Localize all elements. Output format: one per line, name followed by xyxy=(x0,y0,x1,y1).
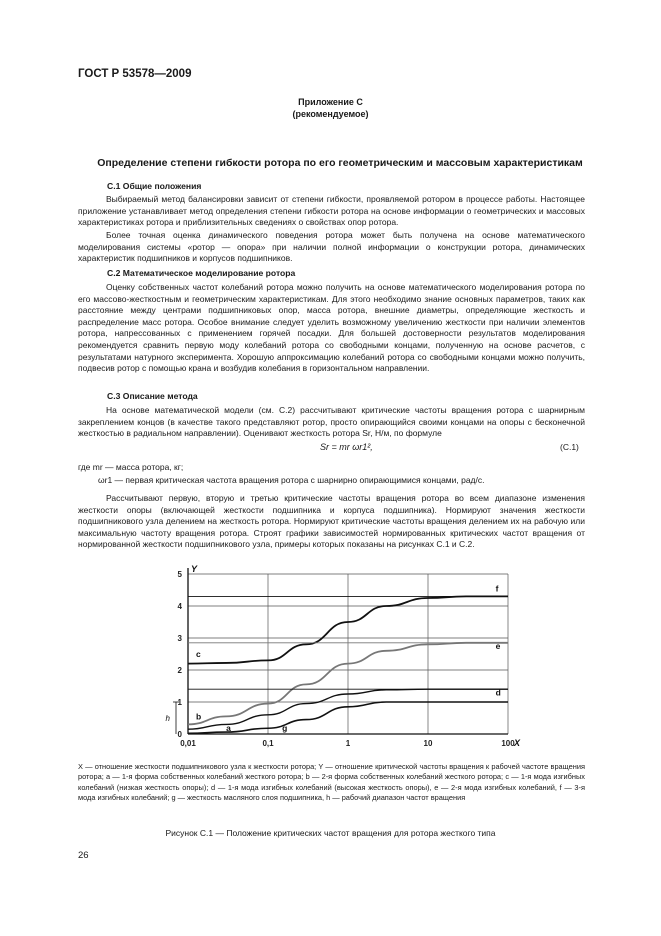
figure-caption: X — отношение жесткости подшипникового узла к жесткости ротора; Y — отношение критической частоты вращения к рабочей частоте вращения ротора; a — 1-я форма собственных колебаний жесткого ротора; b — 2-я форма собственных колебаний жесткого ротора; c — 1-я мода изгибных колебаний (низкая жесткость опоры); d — 1-я мода изгибных колебаний (высокая жесткость опоры), e — 2-я мода изгибных колебаний, f — 3-я мода изгибных колебаний; g — жесткость масляного слоя подшипника, h — рабочий диапазон частот вращения xyxy=(78,762,585,803)
document-header: ГОСТ Р 53578—2009 xyxy=(78,68,192,80)
curve-label-h: h xyxy=(165,714,170,723)
section-c2-title: С.2 Математическое моделирование ротора xyxy=(107,268,296,278)
section-c2-paragraph: Оценку собственных частот колебаний ротора можно получить на основе математического моделирования ротора по его массово-жесткостным и геометрическим характеристикам. Для этого необходимо знание основных параметров, таких как расстояние между центрами подшипниковых опор, масса ротора, внешние диаметры, определяющие жесткость и распределение масс ротора. Особое внимание следует уделить возможному увеличению жесткости при наличии элементов ротора, напрессованных с применением горячей посадки. Для большей достоверности результатов моделирования рекомендуется сравнить первую моду колебаний ротора со свободными концами, полученную на основе расчетов, с результатами натурного эксперимента. Хорошую аппроксимацию колебаний ротора со свободными концами можно получить, подвесив ротор с помощью крана и возбудив колебания в горизонтальном направлении. xyxy=(78,282,585,374)
formula-number: (С.1) xyxy=(560,442,579,452)
y-tick-label: 4 xyxy=(177,602,182,611)
x-tick-label: 100 xyxy=(501,739,515,748)
curve-label-f: f xyxy=(495,583,499,594)
formula-c1: Sr = mr ωr1², xyxy=(320,442,373,452)
curve-label-c: c xyxy=(196,649,201,660)
section-c3-paragraph-1: На основе математической модели (см. С.2) рассчитывают критические частоты вращения ротора с шарнирным закреплением концов (в качестве такого представляют ротор, просто опирающийся своими концами на опоры с бесконечной жесткостью в радиальном направлении). Оценивают жесткость ротора Sr, Н/м, по формуле xyxy=(78,405,585,439)
y-tick-label: 5 xyxy=(177,570,182,579)
curve-label-g: g xyxy=(282,722,288,733)
appendix-title: Приложение С xyxy=(298,97,363,107)
x-tick-label: 0,01 xyxy=(180,739,196,748)
y-tick-label: 2 xyxy=(177,666,182,675)
section-c1-paragraph-1: Выбираемый метод балансировки зависит от степени гибкости, проявляемой ротором в процессе работы. Настоящее приложение устанавливает метод определения степени гибкости ротора на основе информации о геометрических и массовых характеристиках ротора и приблизительных сведениях о свойствах опор ротора. xyxy=(78,194,585,228)
appendix-subtitle: (рекомендуемое) xyxy=(292,109,369,119)
section-c1-paragraph-2: Более точная оценка динамического поведения ротора может быть получена на основе математического моделирования системы «ротор — опора» при наличии полной информации о конструкции ротора, динамических характеристик подшипников и корпусов подшипников. xyxy=(78,230,585,264)
x-axis-label: X xyxy=(514,738,521,748)
where-line-1: где mr — масса ротора, кг; xyxy=(78,462,184,472)
x-tick-label: 1 xyxy=(345,739,351,748)
page-number: 26 xyxy=(78,850,89,861)
curve-label-d: d xyxy=(495,687,501,698)
y-tick-label: 0 xyxy=(177,730,182,739)
section-c3-paragraph-2: Рассчитывают первую, вторую и третью критические частоты вращения ротора во всем диапазоне изменения жесткости опоры (включающей жесткости подшипника и корпуса подшипника). Нормируют значения жесткости подшипникового узла делением на жесткость ротора. Нормируют критические частоты вращения делением их на рабочую или максимальную частоту вращения ротора. Строят графики зависимостей нормированных критических частот вращения от нормированной жесткости подшипникового узла, примеры которых показаны на рисунках С.1 и С.2. xyxy=(78,493,585,550)
y-axis-label: Y xyxy=(191,564,198,574)
y-tick-label: 3 xyxy=(177,634,182,643)
figure-title: Рисунок С.1 — Положение критических частот вращения для ротора жесткого типа xyxy=(165,828,496,838)
section-c3-title: С.3 Описание метода xyxy=(107,391,198,401)
critical-speed-chart xyxy=(160,562,540,754)
curve-label-a: a xyxy=(226,722,231,733)
main-title: Определение степени гибкости ротора по его геометрическим и массовым характеристикам xyxy=(97,157,583,169)
section-c1-title: С.1 Общие положения xyxy=(107,181,202,191)
curve-label-e: e xyxy=(495,641,501,652)
y-tick-label: 1 xyxy=(177,698,182,707)
curve-label-b: b xyxy=(196,711,202,722)
x-tick-label: 0,1 xyxy=(262,739,274,748)
where-line-2: ωr1 — первая критическая частота вращения ротора с шарнирно опирающимися концами, рад/с. xyxy=(98,475,485,485)
x-tick-label: 10 xyxy=(423,739,433,748)
